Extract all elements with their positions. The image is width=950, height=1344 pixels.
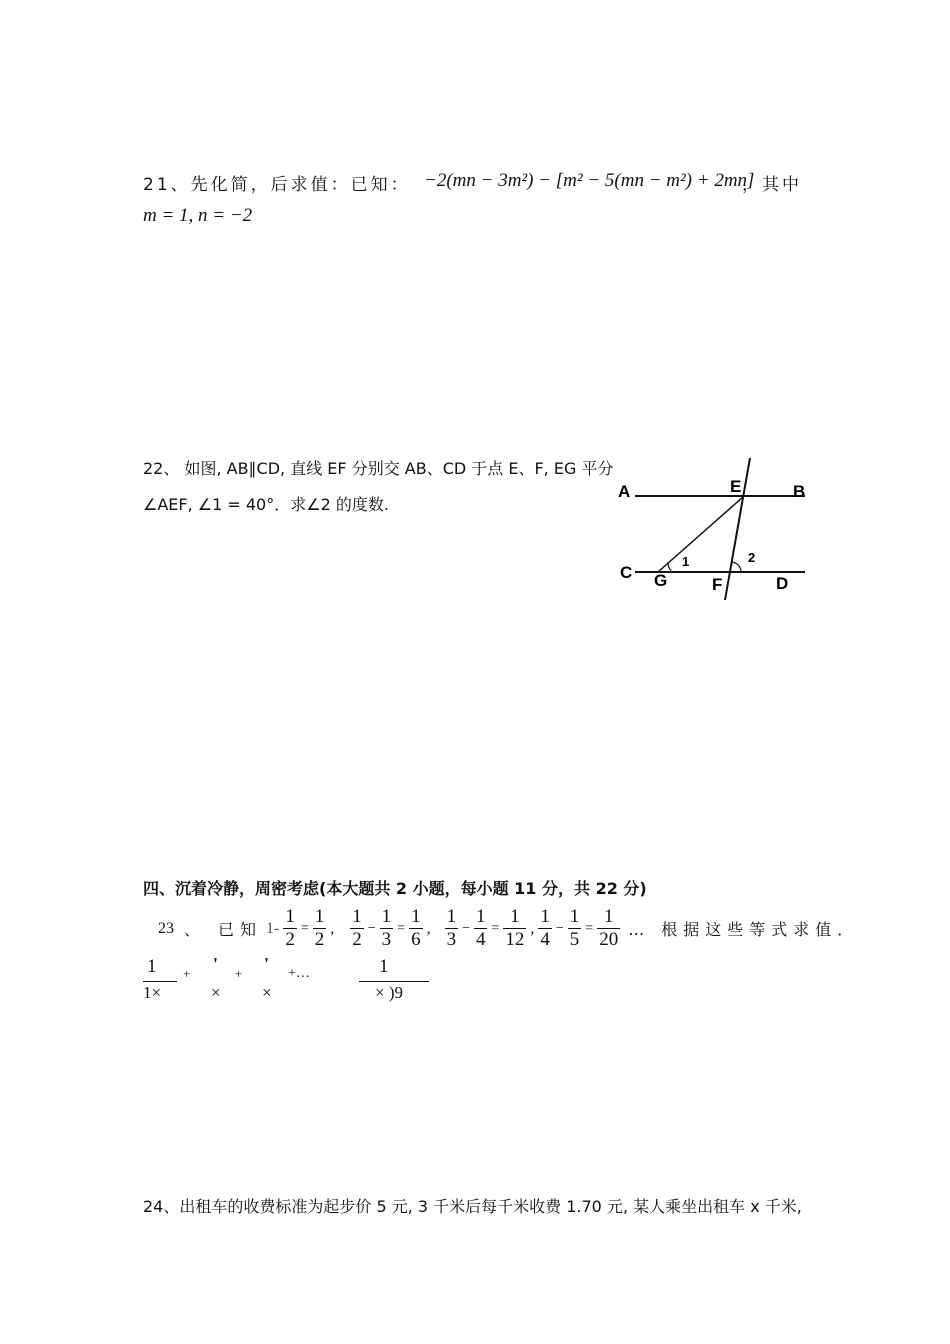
q21-expression: −2(mn − 3m²) − [m² − 5(mn − m²) + 2mn]	[424, 170, 755, 191]
q23-number: 23	[158, 919, 174, 937]
q23-known: 已知	[218, 920, 263, 939]
q23-tail: … 根据这些等式求值．	[628, 920, 860, 939]
q23-sep: 、	[184, 920, 201, 939]
eq2-frac-c: $\frac{1}{6}$	[411, 906, 421, 950]
angle-1-arc	[668, 562, 672, 572]
eq1-frac-a: $\frac{1}{2}$	[285, 906, 295, 950]
q21-condition: m = 1, n = −2	[143, 205, 253, 226]
eq1-equals: =	[300, 920, 309, 936]
section-4-heading: 四、沉着冷静，周密考虑(本大题共 2 小题，每小题 11 分，共 22 分)	[143, 879, 647, 898]
sum-t2-den: ×	[211, 983, 221, 1002]
line-eg	[658, 497, 743, 572]
sum-tn-bar	[359, 981, 429, 982]
sum-t1-num: 1	[147, 956, 157, 977]
label-a: A	[618, 482, 631, 501]
geometry-figure	[610, 450, 820, 610]
eq4-frac-b: $\frac{1}{5}$	[569, 906, 580, 950]
eq1-lead: 1-	[266, 919, 280, 937]
eq4-equals: =	[585, 920, 594, 936]
sum-plus-ellipsis: +…	[288, 966, 310, 981]
sum-plus-1: +	[183, 966, 191, 981]
label-angle-2: 2	[748, 550, 756, 565]
sum-t1-den: 1×	[143, 983, 162, 1002]
eq2-frac-a: $\frac{1}{2}$	[352, 906, 362, 950]
eq3-frac-c: $\frac{1}{12}$	[505, 906, 525, 950]
eq4-minus: −	[555, 920, 564, 936]
eq2-frac-b: $\frac{1}{3}$	[381, 906, 392, 950]
sum-t2-num: '	[213, 954, 219, 974]
eq3-frac-a: $\frac{1}{3}$	[446, 906, 457, 950]
sum-tn-num: 1	[379, 956, 389, 977]
sum-t3-den: ×	[262, 983, 272, 1002]
q22-line2: ∠AEF, ∠1 = 40°．求∠2 的度数.	[143, 495, 389, 514]
eq3-equals: =	[491, 920, 500, 936]
eq3-frac-b: $\frac{1}{4}$	[475, 906, 486, 950]
eq3-comma: ,	[530, 919, 535, 937]
eq1-frac-b: $\frac{1}{2}$	[314, 906, 325, 950]
eq2-equals: =	[397, 920, 406, 936]
eq2-minus: −	[367, 920, 376, 936]
q21-suffix: ，其中	[742, 175, 802, 195]
q21-prefix: 21、先化简，后求值：已知：	[143, 175, 411, 195]
eq3-minus: −	[462, 920, 470, 936]
label-d: D	[776, 574, 789, 593]
eq4-frac-a: $\frac{1}{4}$	[540, 906, 550, 950]
label-b: B	[793, 482, 806, 501]
sum-t1-bar	[143, 981, 177, 982]
label-g: G	[654, 571, 668, 590]
angle-2-arc	[731, 562, 741, 572]
eq4-frac-c: $\frac{1}{20}$	[599, 906, 619, 950]
label-angle-1: 1	[682, 554, 690, 569]
q24-text: 24、出租车的收费标准为起步价 5 元, 3 千米后每千米收费 1.70 元, 某人乘坐出租车 x 千米,	[143, 1197, 802, 1216]
q23-line	[158, 906, 859, 951]
eq2-comma: ,	[426, 919, 431, 937]
sum-t3-num: '	[264, 954, 270, 974]
q23-sum	[143, 956, 443, 1006]
label-f: F	[712, 575, 723, 594]
q22-line1: 22、 如图, AB∥CD, 直线 EF 分别交 AB、CD 于点 E、F, EG 平分	[143, 459, 614, 478]
label-c: C	[620, 563, 633, 582]
label-e: E	[730, 477, 742, 496]
eq1-comma: ,	[330, 919, 335, 937]
sum-plus-2: +	[235, 966, 243, 981]
sum-tn-den: × )9	[375, 983, 403, 1002]
